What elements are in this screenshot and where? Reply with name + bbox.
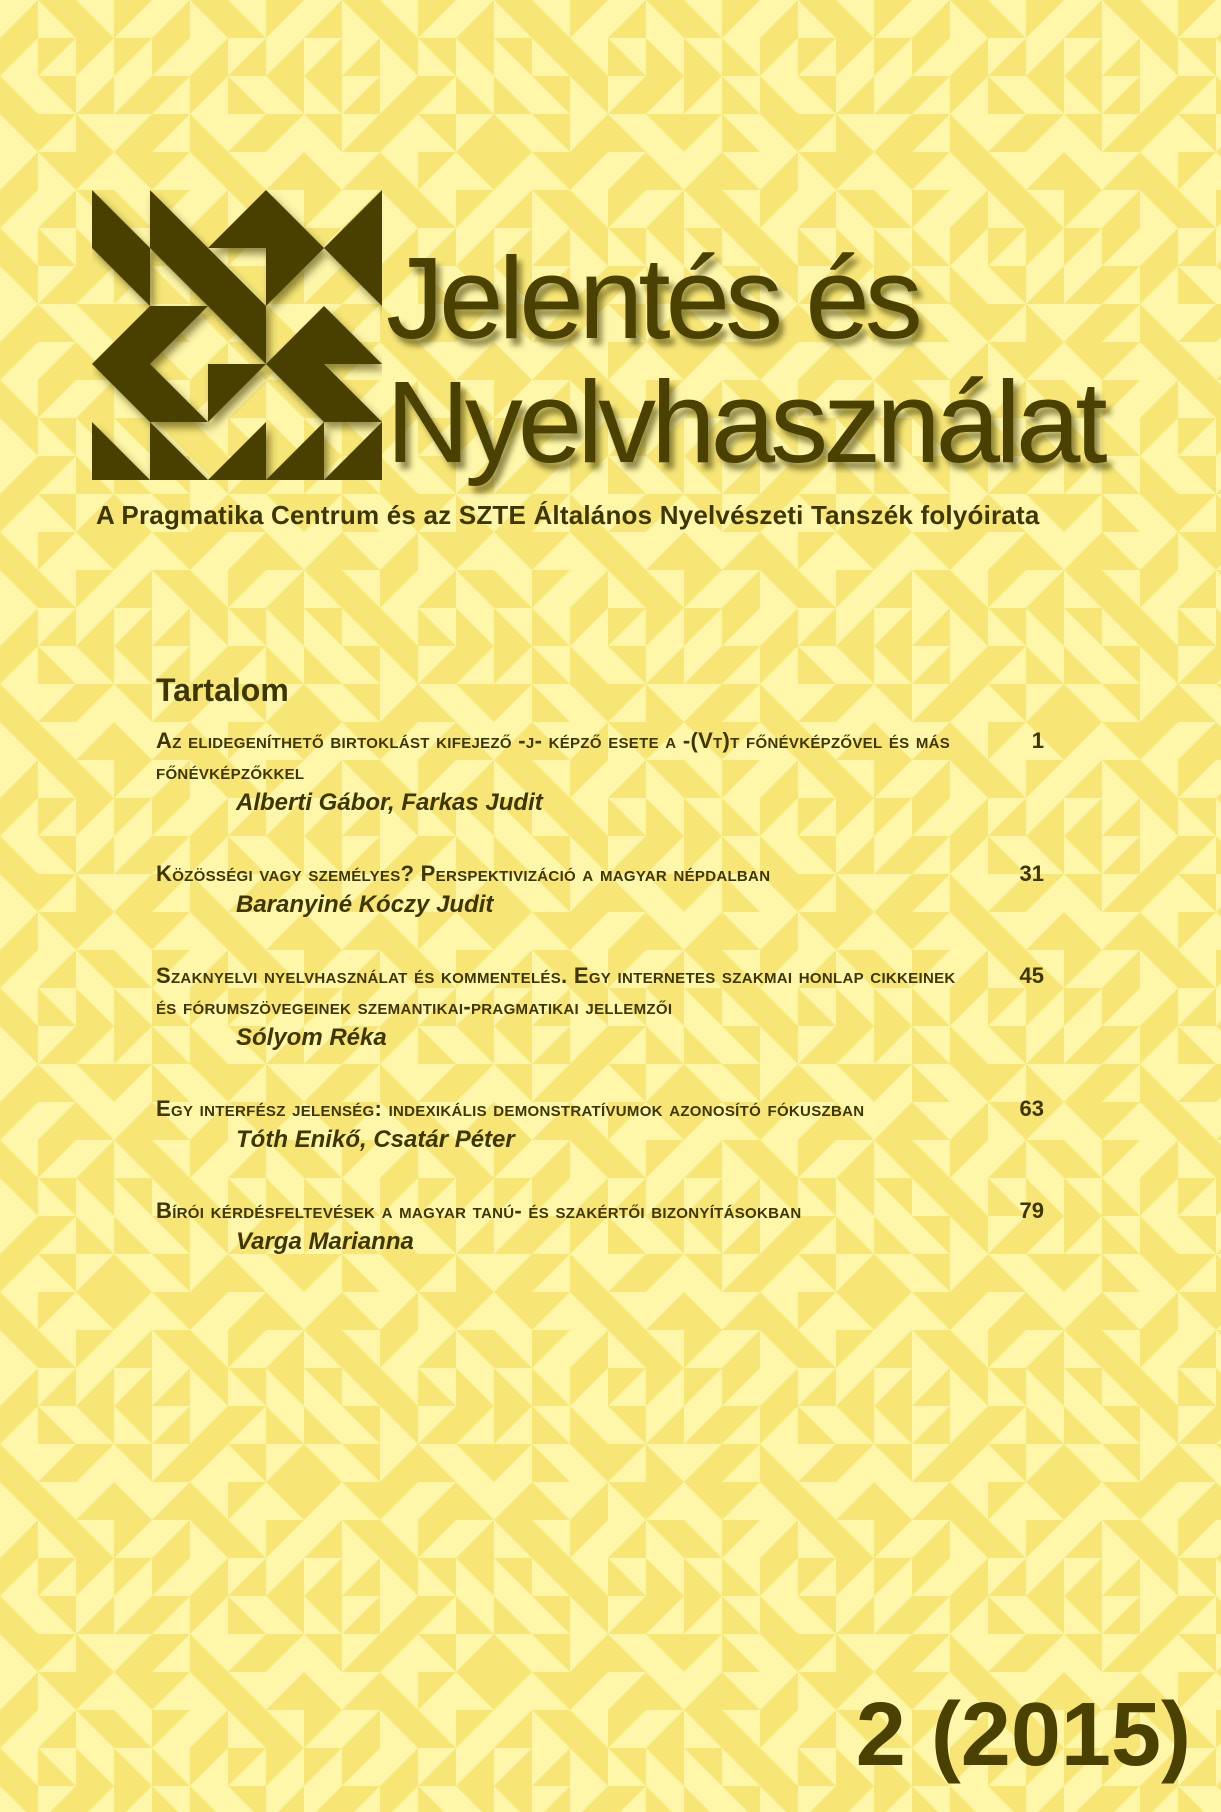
toc-entry-page: 79 [1019,1198,1044,1223]
logo-triangle [266,306,324,364]
logo-triangle [150,248,208,306]
logo-triangle [92,364,150,422]
toc-entry-title: Az elidegeníthető birtoklást kifejező -j- képző esete a -(Vt)t főnévképzővel és más főnévképzőkkel [156,728,951,784]
toc-entry-title: Szaknyelvi nyelvhasználat és kommentelés. Egy internetes szakmai honlap cikkeinek és fórumszövegeinek szemantikai-pragmatikai jellemzői [156,963,956,1019]
toc-entry-authors: Alberti Gábor, Farkas Judit [236,789,543,816]
toc-entry [156,725,1056,818]
toc-entry [156,858,1056,920]
logo-triangle [266,422,324,480]
table-of-contents [156,672,1056,1297]
logo-triangle [208,190,266,248]
logo-triangle [266,190,324,248]
logo-triangle [324,190,382,248]
logo-triangle [92,248,150,306]
toc-entry-title: Bírói kérdésfeltevések a magyar tanú- és szakértői bizonyításokban [156,1198,802,1223]
journal-title-line-1: Jelentés és [386,233,918,363]
toc-entry-authors: Tóth Enikő, Csatár Péter [236,1126,515,1153]
journal-title-line-2: Nyelvhasználat [386,357,1103,487]
logo-triangle [92,190,150,248]
toc-entry [156,1093,1056,1155]
logo-triangle [150,422,208,480]
logo-triangle [324,248,382,306]
triangle-mosaic-logo-icon [92,190,382,480]
logo-triangle [208,306,266,364]
toc-entry-page: 45 [1019,963,1044,988]
logo-triangle [208,248,266,306]
logo-triangle [150,306,208,364]
journal-subtitle: A Pragmatika Centrum és az SZTE Általános Nyelvészeti Tanszék folyóirata [96,500,1040,530]
toc-entry-page: 63 [1019,1096,1044,1121]
issue-number: 2 (2015) [855,1685,1191,1785]
logo-triangle [324,306,382,364]
logo-triangle [150,190,208,248]
toc-entry-page: 31 [1019,861,1044,886]
toc-entry-title: Közösségi vagy személyes? Perspektivizáció a magyar népdalban [156,861,771,886]
logo-triangle [150,364,208,422]
toc-entry-page: 1 [1031,728,1044,753]
toc-entry [156,1195,1056,1257]
toc-entry [156,960,1056,1053]
logo-triangle [266,248,324,306]
toc-entry-title: Egy interfész jelenség: indexikális demonstratívumok azonosító fókuszban [156,1096,865,1121]
toc-entry-authors: Sólyom Réka [236,1024,387,1051]
logo-triangle [208,364,266,422]
logo-triangle [92,422,150,480]
toc-heading: Tartalom [156,672,289,708]
logo-triangle [92,306,150,364]
toc-entry-authors: Baranyiné Kóczy Judit [236,891,494,918]
logo-triangle [266,364,324,422]
logo-triangle [324,422,382,480]
logo-triangle [208,422,266,480]
toc-entry-authors: Varga Marianna [236,1228,414,1255]
logo-triangle [324,364,382,422]
